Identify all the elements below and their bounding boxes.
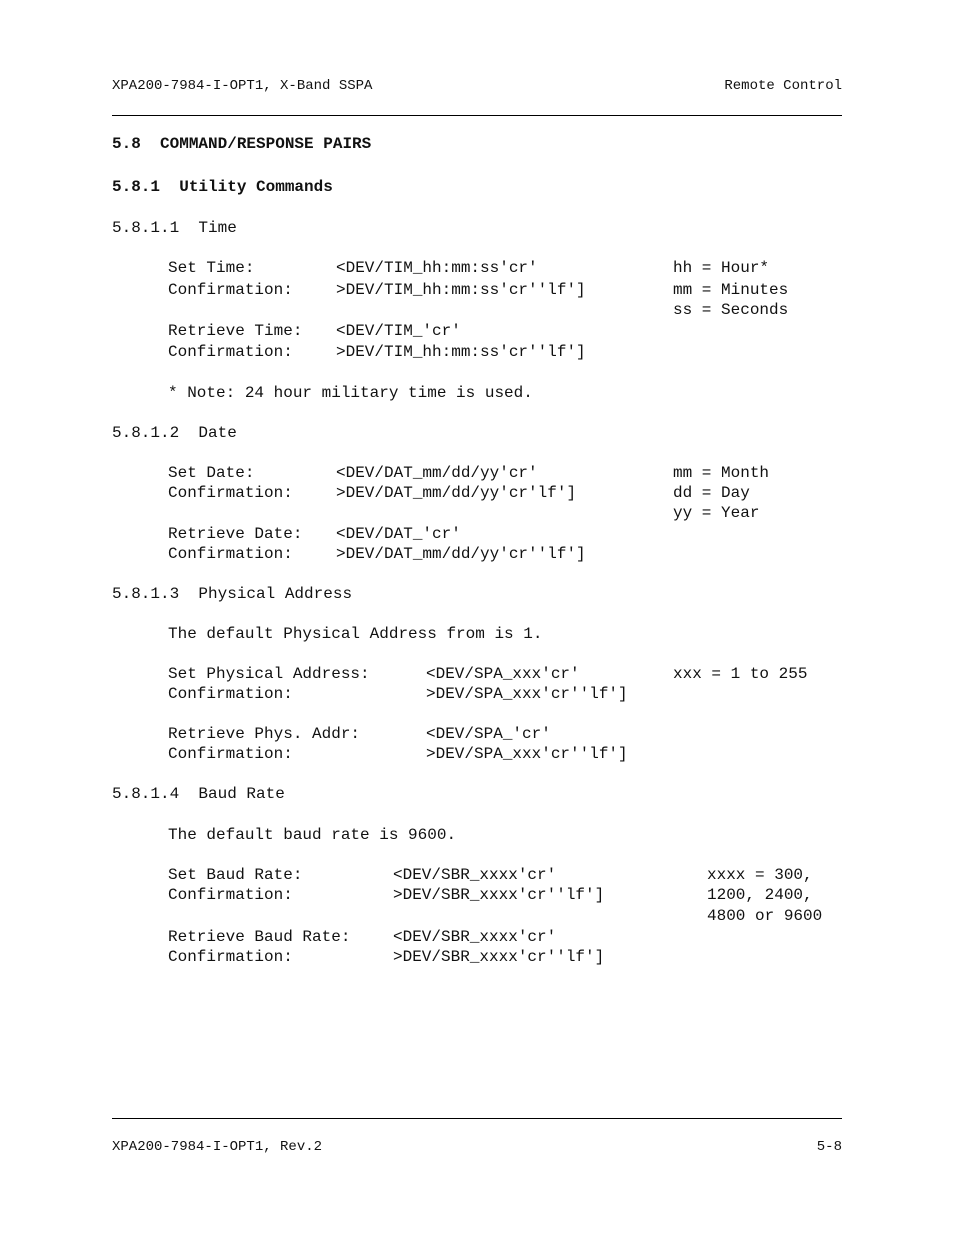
spa-retrieve-confirmation-label: Confirmation: [168, 745, 293, 763]
time-retrieve-confirmation-label: Confirmation: [168, 343, 293, 361]
time-note-hour: hh = Hour* [673, 259, 770, 277]
time-set-confirmation: >DEV/TIM_hh:mm:ss'cr''lf'] [336, 281, 586, 299]
spa-retrieve-command: <DEV/SPA_'cr' [426, 725, 551, 743]
sbr-retrieve-confirmation-label: Confirmation: [168, 948, 293, 966]
footer-page-number: 5-8 [816, 1139, 842, 1155]
baud-rate-heading: 5.8.1.4 Baud Rate [112, 785, 285, 803]
sbr-note-line-1: xxxx = 300, [707, 866, 813, 884]
time-set-command: <DEV/TIM_hh:mm:ss'cr' [336, 259, 538, 277]
sbr-note-line-2: 1200, 2400, [707, 886, 813, 904]
date-retrieve-confirmation-label: Confirmation: [168, 545, 293, 563]
subsection-heading: 5.8.1 Utility Commands [112, 178, 333, 196]
sbr-retrieve-confirmation: >DEV/SBR_xxxx'cr''lf'] [393, 948, 605, 966]
baud-rate-intro: The default baud rate is 9600. [168, 826, 457, 844]
date-note-year: yy = Year [673, 504, 760, 522]
spa-note-range: xxx = 1 to 255 [673, 665, 808, 683]
time-footnote: * Note: 24 hour military time is used. [168, 384, 533, 402]
date-retrieve-confirmation: >DEV/DAT_mm/dd/yy'cr''lf'] [336, 545, 586, 563]
date-set-confirmation: >DEV/DAT_mm/dd/yy'cr'lf'] [336, 484, 577, 502]
spa-set-command: <DEV/SPA_xxx'cr' [426, 665, 580, 683]
physical-address-heading: 5.8.1.3 Physical Address [112, 585, 353, 603]
time-retrieve-label: Retrieve Time: [168, 322, 303, 340]
footer-left: XPA200-7984-I-OPT1, Rev.2 [112, 1139, 323, 1155]
date-heading: 5.8.1.2 Date [112, 424, 237, 442]
date-set-command: <DEV/DAT_mm/dd/yy'cr' [336, 464, 538, 482]
date-retrieve-command: <DEV/DAT_'cr' [336, 525, 461, 543]
time-set-confirmation-label: Confirmation: [168, 281, 293, 299]
physical-address-intro: The default Physical Address from is 1. [168, 625, 543, 643]
time-retrieve-command: <DEV/TIM_'cr' [336, 322, 461, 340]
sbr-retrieve-label: Retrieve Baud Rate: [168, 928, 351, 946]
spa-set-confirmation-label: Confirmation: [168, 685, 293, 703]
header-rule [112, 115, 842, 116]
time-heading: 5.8.1.1 Time [112, 219, 237, 237]
header-left: XPA200-7984-I-OPT1, X-Band SSPA [112, 78, 373, 94]
sbr-set-confirmation: >DEV/SBR_xxxx'cr''lf'] [393, 886, 605, 904]
sbr-set-label: Set Baud Rate: [168, 866, 303, 884]
header-right: Remote Control [724, 78, 842, 94]
date-set-label: Set Date: [168, 464, 255, 482]
date-note-day: dd = Day [673, 484, 750, 502]
date-set-confirmation-label: Confirmation: [168, 484, 293, 502]
footer-rule [112, 1118, 842, 1119]
spa-retrieve-label: Retrieve Phys. Addr: [168, 725, 361, 743]
section-heading: 5.8 COMMAND/RESPONSE PAIRS [112, 135, 372, 153]
sbr-note-line-3: 4800 or 9600 [707, 907, 823, 925]
spa-set-label: Set Physical Address: [168, 665, 370, 683]
time-note-minutes: mm = Minutes [673, 281, 789, 299]
time-retrieve-confirmation: >DEV/TIM_hh:mm:ss'cr''lf'] [336, 343, 586, 361]
date-note-month: mm = Month [673, 464, 770, 482]
spa-retrieve-confirmation: >DEV/SPA_xxx'cr''lf'] [426, 745, 628, 763]
spa-set-confirmation: >DEV/SPA_xxx'cr''lf'] [426, 685, 628, 703]
time-note-seconds: ss = Seconds [673, 301, 789, 319]
sbr-set-confirmation-label: Confirmation: [168, 886, 293, 904]
sbr-retrieve-command: <DEV/SBR_xxxx'cr' [393, 928, 557, 946]
sbr-set-command: <DEV/SBR_xxxx'cr' [393, 866, 557, 884]
date-retrieve-label: Retrieve Date: [168, 525, 303, 543]
time-set-label: Set Time: [168, 259, 255, 277]
